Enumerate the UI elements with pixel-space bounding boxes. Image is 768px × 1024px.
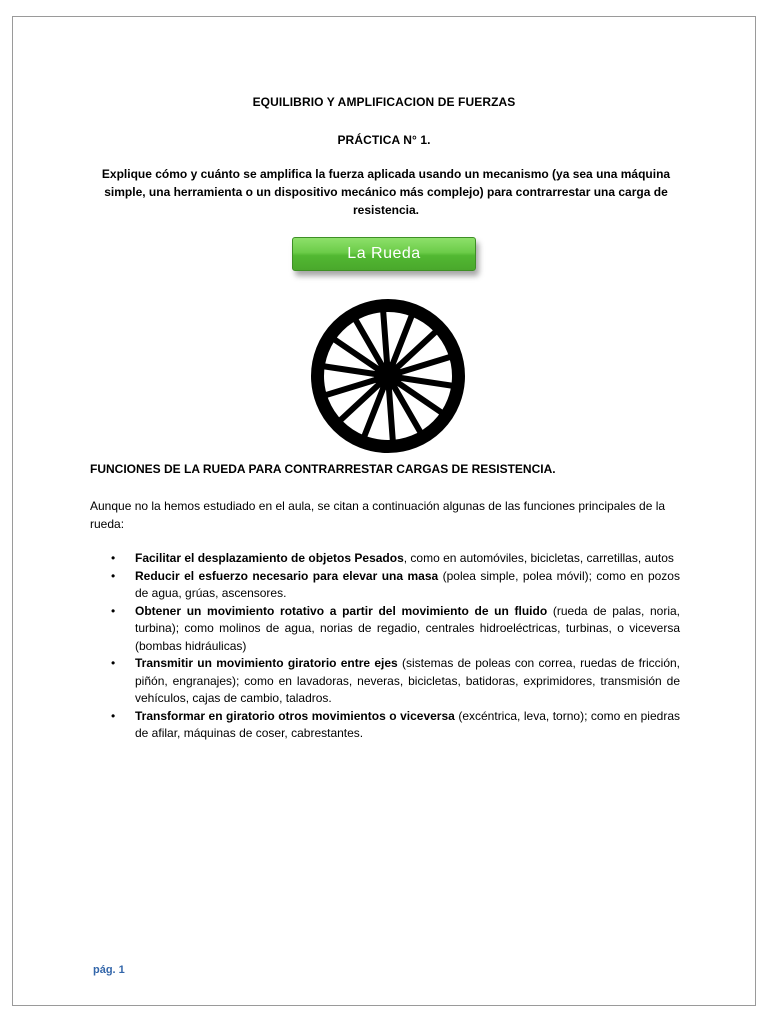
- intro-paragraph: Aunque no la hemos estudiado en el aula, se citan a continuación algunas de las funciones principales de la rueda:: [90, 499, 666, 531]
- page-number: pág. 1: [93, 964, 125, 976]
- list-item-detail: (rueda de palas, noria, turbina); como molinos de agua, norias de regadio, centrales hidroeléctricas, turbinas, o viceversa (bombas hidráulicas): [135, 603, 680, 653]
- list-item-lead: Transformar en giratorio otros movimientos o viceversa: [135, 708, 455, 723]
- list-item-lead: Reducir el esfuerzo necesario para elevar una masa: [135, 568, 439, 583]
- section-heading: FUNCIONES DE LA RUEDA PARA CONTRARRESTAR CARGAS DE RESISTENCIA.: [90, 462, 556, 476]
- functions-list: [90, 550, 680, 743]
- document-title: EQUILIBRIO Y AMPLIFICACION DE FUERZAS: [252, 95, 516, 109]
- list-item-detail: (sistemas de poleas con correa, ruedas de fricción, piñón, engranajes); como en lavadoras, neveras, bicicletas, batidoras, exprimidores, transmisión de vehículos, cajas de cambio, taladros.: [135, 656, 680, 705]
- list-item: [90, 655, 680, 708]
- bullet-icon: •: [111, 603, 116, 618]
- intro-question: Explique cómo y cuánto se amplifica la fuerza aplicada usando un mecanismo (ya sea una máquina simple, una herramienta o un dispositivo mecánico más complejo) para contrarrestar una carga de resistencia.: [101, 167, 671, 217]
- bullet-icon: •: [111, 656, 116, 670]
- bullet-icon: •: [111, 551, 116, 565]
- list-item-detail: (polea simple, polea móvil); como en pozos de agua, grúas, ascensores.: [135, 568, 680, 600]
- list-item-detail: , como en automóviles, bicicletas, carretillas, autos: [403, 551, 674, 565]
- list-item: [90, 708, 680, 743]
- document-page: [12, 16, 756, 1006]
- list-item: [90, 603, 680, 656]
- banner: [292, 237, 478, 279]
- list-item-lead: Facilitar el desplazamiento de objetos Pesados: [135, 551, 404, 565]
- bullet-icon: •: [111, 708, 116, 723]
- banner-label: La Rueda: [292, 237, 476, 271]
- practice-number: PRÁCTICA N° 1.: [337, 133, 431, 147]
- list-item-lead: Obtener un movimiento rotativo a partir del movimiento de un fluido: [135, 603, 548, 618]
- list-item-lead: Transmitir un movimiento giratorio entre ejes: [135, 656, 398, 670]
- list-item-detail: (excéntrica, leva, torno); como en piedras de afilar, máquinas de coser, cabrestantes.: [135, 708, 680, 740]
- list-item: [90, 568, 680, 603]
- list-item: [90, 550, 680, 568]
- wagon-wheel-icon: [300, 293, 470, 453]
- bullet-icon: •: [111, 568, 116, 583]
